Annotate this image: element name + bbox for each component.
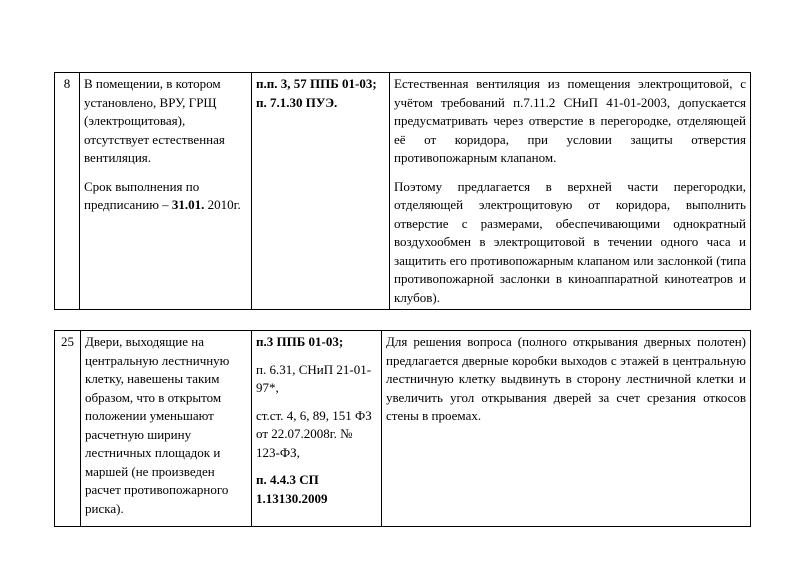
deadline-year: 2010г. bbox=[204, 197, 241, 212]
solution-cell bbox=[382, 331, 751, 527]
table-row bbox=[55, 73, 751, 310]
basis-reference: п.п. 3, 57 ППБ 01-03; bbox=[256, 76, 377, 91]
solution-paragraph: Поэтому предлагается в верхней части перегородки, отделяющей электрощитовую от коридора, выполнить отверстие с размерами, обеспечивающими однократный воздухообмен в электрощитовой в течении одного часа и защитить его противопожарным клапаном или заслонкой (типа противопожарной заслонки в киноаппаратной кинотеатров и клубов). bbox=[394, 178, 746, 305]
table-row bbox=[55, 331, 751, 527]
basis-reference: п. 4.4.3 СП 1.13130.2009 bbox=[256, 472, 328, 506]
violation-paragraph: В помещении, в котором установлено, ВРУ, ГРЩ (электрощитовая), отсутствует естественная вентиляция. bbox=[84, 76, 225, 165]
violation-paragraph: Двери, выходящие на центральную лестничную клетку, навешены таким образом, что в открытом положении уменьшают расчетную ширину лестничных площадок и маршей (не произведен расчет противопожарного риска). bbox=[85, 334, 230, 516]
row-number: 25 bbox=[61, 334, 74, 349]
deadline-paragraph bbox=[84, 178, 247, 215]
deadline-date: 31.01. bbox=[171, 197, 205, 212]
deadline-text: Срок выполнения по предписанию – bbox=[84, 178, 200, 212]
row-number-cell bbox=[55, 331, 81, 527]
violation-cell bbox=[80, 73, 252, 310]
solution-paragraph: Естественная вентиляция из помещения электрощитовой, с учётом требований п.7.11.2 СНиП 41-01-2003, допускается предусматривать через отверстие в перегородке, отделяющей её от коридора, при условии защиты отверстия противопожарным клапаном. bbox=[394, 76, 746, 165]
row-number-cell bbox=[55, 73, 80, 310]
violation-table-row-25 bbox=[54, 330, 751, 527]
basis-reference: ст.ст. 4, 6, 89, 151 ФЗ от 22.07.2008г. № 123-ФЗ, bbox=[256, 407, 372, 460]
row-number: 8 bbox=[63, 76, 71, 91]
legal-basis-cell bbox=[252, 73, 390, 310]
solution-paragraph: Для решения вопроса (полного открывания дверных полотен) предлагается дверные коробки выходов с этажей в центральную лестничную клетку выдвинуть в сторону лестничной клетки и увеличить угол открывания дверей за счет срезания откосов стены в проемах. bbox=[386, 334, 746, 423]
solution-cell bbox=[390, 73, 751, 310]
basis-reference: п. 7.1.30 ПУЭ. bbox=[256, 94, 338, 110]
basis-reference: п.3 ППБ 01-03; bbox=[256, 334, 344, 349]
legal-basis-cell bbox=[252, 331, 382, 527]
violation-cell bbox=[81, 331, 252, 527]
violation-table-row-8 bbox=[54, 72, 751, 310]
basis-reference: п. 6.31, СНиП 21-01-97*, bbox=[256, 361, 372, 395]
